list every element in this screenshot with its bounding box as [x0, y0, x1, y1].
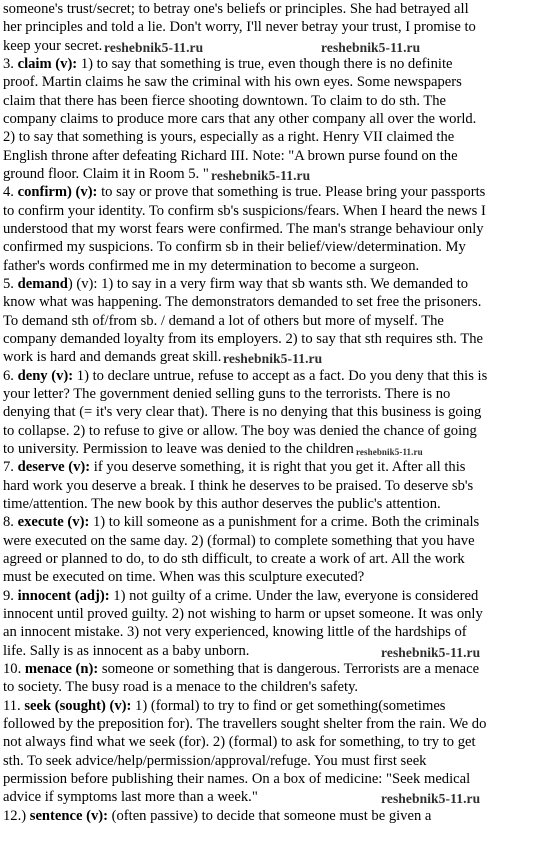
text-line: [3, 459, 465, 475]
text-run: life. Sally is as innocent as a baby unborn.: [3, 642, 250, 659]
entry-headword: innocent (adj):: [17, 587, 110, 604]
text-line: [3, 386, 450, 402]
watermark-text: reshebnik5-11.ru: [356, 446, 423, 457]
text-line: [3, 423, 477, 439]
text-line: [3, 203, 486, 219]
text-line: [3, 698, 445, 714]
text-run: 1) to say that something is true, even though there is no definite: [77, 55, 453, 72]
text-line: [3, 221, 484, 237]
text-run: 1) (formal) to try to find or get something(sometimes: [131, 697, 446, 714]
entry-headword: demand: [17, 275, 68, 292]
text-line: [3, 551, 465, 567]
text-run: company claims to produce more cars that any other company all over the world.: [3, 110, 477, 127]
text-run: 1) to declare untrue, refuse to accept as a fact. Do you deny that this is: [73, 367, 488, 384]
watermark-text: reshebnik5-11.ru: [381, 791, 481, 807]
text-line: [3, 624, 467, 640]
text-line: [3, 111, 476, 127]
entry-headword: claim (v):: [17, 55, 78, 72]
text-line: [3, 753, 426, 769]
text-line: [3, 643, 249, 659]
text-run: to confirm your identity. To confirm sb's suspicions/fears. When I heard the news I: [3, 202, 486, 219]
text-line: [3, 588, 478, 604]
text-run: to university. Permission to leave was denied to the children: [3, 440, 354, 457]
text-line: [3, 166, 209, 182]
text-line: [3, 331, 483, 347]
text-run: not always find what we seek (for). 2) (formal) to ask for something, to try to get: [3, 734, 476, 751]
text-run: 9.: [3, 587, 18, 604]
text-run: work is hard and demands great skill.: [3, 349, 222, 366]
text-run: ) (v): 1) to say in a very firm way that sb wants sth. We demanded to: [67, 275, 469, 292]
text-line: [3, 808, 431, 824]
text-run: to society. The busy road is a menace to the children's safety.: [3, 679, 359, 696]
text-line: [3, 239, 466, 255]
text-line: [3, 148, 458, 164]
text-run: someone or something that is dangerous. Terrorists are a menace: [98, 660, 480, 677]
text-run: 1) not guilty of a crime. Under the law, everyone is considered: [109, 587, 479, 604]
text-run: 12.): [3, 807, 30, 824]
text-run: hard work you deserve a break. I think he deserves to be praised. To deserve sb's: [3, 477, 474, 494]
text-run: 8.: [3, 514, 18, 531]
text-line: [3, 679, 358, 695]
text-line: [3, 734, 476, 750]
text-line: [3, 478, 473, 494]
text-line: [3, 19, 476, 35]
text-run: 10.: [3, 660, 25, 677]
text-line: [3, 349, 221, 365]
text-run: her principles and told a lie. Don't worry, I'll never betray your trust, I promise to: [3, 19, 476, 36]
entry-headword: seek (sought) (v):: [24, 697, 132, 714]
text-run: to say or prove that something is true. Please bring your passports: [97, 184, 486, 201]
text-run: must be executed on time. When was this sculpture executed?: [3, 569, 365, 586]
text-line: [3, 514, 479, 530]
text-line: [3, 606, 483, 622]
text-line: [3, 294, 481, 310]
text-line: [3, 533, 475, 549]
entry-headword: sentence (v):: [29, 807, 108, 824]
text-run: advice if symptoms last more than a week.": [3, 789, 258, 806]
text-line: [3, 56, 452, 72]
text-line: [3, 661, 479, 677]
entry-headword: deny (v):: [17, 367, 74, 384]
text-run: to collapse. 2) to refuse to give or allow. The boy was denied the chance of going: [3, 422, 477, 439]
text-line: [3, 38, 102, 54]
text-line: [3, 258, 419, 274]
text-line: [3, 496, 441, 512]
text-line: [3, 771, 470, 787]
text-run: time/attention. The new book by this author deserves the public's attention.: [3, 495, 441, 512]
text-line: [3, 74, 462, 90]
text-run: 5.: [3, 275, 18, 292]
text-run: permission before publishing their names. On a box of medicine: "Seek medical: [3, 770, 471, 787]
text-run: keep your secret.: [3, 37, 103, 54]
text-run: To demand sth of/from sb. / demand a lot of others but more of myself. The: [3, 312, 444, 329]
text-run: someone's trust/secret; to betray one's beliefs or principles. She had betrayed all: [3, 1, 469, 17]
text-run: innocent until proved guilty. 2) not wishing to harm or upset someone. It was only: [3, 605, 483, 622]
text-run: 2) to say that something is yours, especially as a right. Henry VII claimed the: [3, 129, 455, 146]
text-run: if you deserve something, it is right that you get it. After all this: [90, 459, 466, 476]
text-line: [3, 313, 444, 329]
text-line: [3, 404, 481, 420]
text-run: 1) to kill someone as a punishment for a crime. Both the criminals: [89, 514, 480, 531]
text-line: [3, 184, 485, 200]
watermark-text: reshebnik5-11.ru: [223, 351, 323, 367]
text-run: 3.: [3, 55, 18, 72]
entry-headword: deserve (v):: [17, 459, 91, 476]
text-run: father's words confirmed me in my determination to become a surgeon.: [3, 257, 420, 274]
watermark-text: reshebnik5-11.ru: [381, 644, 481, 660]
text-run: were executed on the same day. 2) (formal) to complete something that you have: [3, 532, 475, 549]
watermark-text: reshebnik5-11.ru: [104, 39, 204, 55]
watermark-text: reshebnik5-11.ru: [321, 39, 421, 55]
text-line: [3, 789, 258, 805]
text-run: know what was happening. The demonstrators demanded to set free the prisoners.: [3, 294, 482, 311]
text-run: 6.: [3, 367, 18, 384]
text-run: confirmed my suspicions. To confirm sb in their belief/view/determination. My: [3, 239, 466, 256]
watermark-text: reshebnik5-11.ru: [211, 167, 311, 183]
text-run: sth. To seek advice/help/permission/approval/refuge. You must first seek: [3, 752, 427, 769]
text-run: an innocent mistake. 3) not very experienced, knowing little of the hardships of: [3, 624, 467, 641]
text-run: company demanded loyalty from its employers. 2) to say that sth requires sth. The: [3, 330, 484, 347]
text-run: followed by the preposition for). The travellers sought shelter from the rain. We do: [3, 715, 487, 732]
text-run: proof. Martin claims he saw the criminal with his own eyes. Some newspapers: [3, 74, 462, 91]
text-line: [3, 716, 486, 732]
text-run: claim that there has been fierce shooting downtown. To claim to do sth. The: [3, 92, 447, 109]
text-line: [3, 129, 454, 145]
text-run: your letter? The government denied selling guns to the terrorists. There is no: [3, 385, 451, 402]
text-run: understood that my worst fears were confirmed. The man's strange behaviour only: [3, 220, 484, 237]
text-line: [3, 569, 364, 585]
text-line: [3, 441, 354, 457]
text-run: 7.: [3, 459, 18, 476]
entry-headword: execute (v):: [17, 514, 90, 531]
text-line: [3, 1, 469, 17]
text-line: [3, 276, 468, 292]
entry-headword: menace (n):: [24, 660, 99, 677]
text-run: English throne after defeating Richard III. Note: "A brown purse found on the: [3, 147, 458, 164]
text-line: [3, 93, 446, 109]
text-run: ground floor. Claim it in Room 5. ": [3, 165, 209, 182]
text-run: 4.: [3, 184, 18, 201]
entry-headword: confirm) (v):: [17, 184, 98, 201]
text-run: agreed or planned to do, to do sth difficult, to create a work of art. All the work: [3, 550, 465, 567]
text-run: 11.: [3, 697, 25, 714]
text-run: (often passive) to decide that someone must be given a: [107, 807, 432, 824]
text-line: [3, 368, 487, 384]
text-run: denying that (= it's very clear that). There is no denying that this business is going: [3, 404, 482, 421]
